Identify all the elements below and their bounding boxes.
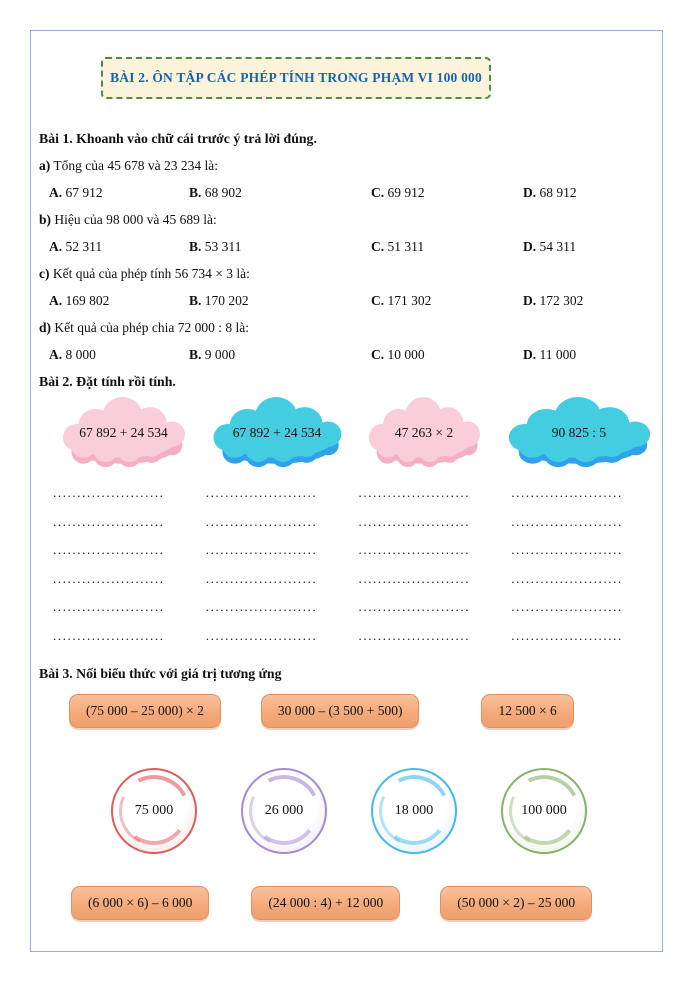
question-c-options — [39, 287, 652, 314]
cloud-row — [51, 397, 652, 473]
exercise2-heading: Bài 2. Đặt tính rồi tính. — [39, 374, 176, 389]
cloud-expression-text: 67 892 + 24 534 — [232, 425, 322, 440]
option-value: 54 311 — [539, 239, 577, 254]
expression-box-4[interactable]: (6 000 × 6) – 6 000 — [71, 886, 209, 920]
option-value: 68 912 — [539, 185, 577, 200]
question-b — [39, 206, 652, 233]
option-d-C[interactable] — [371, 341, 523, 368]
option-letter: B. — [189, 293, 202, 308]
question-a-label: a) — [39, 158, 51, 173]
answer-line[interactable]: ....................... — [511, 627, 623, 643]
option-c-C[interactable] — [371, 287, 523, 314]
cloud-expression-4 — [495, 397, 663, 473]
question-d-label: d) — [39, 320, 52, 335]
answer-lines-grid — [39, 473, 652, 650]
exercise1-heading: Bài 1. Khoanh vào chữ cái trước ý trả lời đúng. — [39, 131, 317, 146]
option-value: 8 000 — [65, 347, 96, 362]
expression-box-5[interactable]: (24 000 : 4) + 12 000 — [251, 886, 400, 920]
cloud-expression-text: 90 825 : 5 — [551, 425, 607, 440]
question-c-label: c) — [39, 266, 50, 281]
option-value: 10 000 — [387, 347, 425, 362]
question-a-options — [39, 179, 652, 206]
option-value: 169 802 — [65, 293, 110, 308]
bubble-18000[interactable] — [371, 768, 457, 854]
option-letter: B. — [189, 347, 202, 362]
question-d-text: Kết quả của phép chia 72 000 : 8 là: — [54, 320, 249, 335]
option-letter: A. — [49, 347, 63, 362]
exercise-3 — [39, 660, 652, 920]
answer-line[interactable]: ....................... — [358, 485, 471, 500]
expression-row-bottom — [39, 886, 652, 920]
option-value: 51 311 — [387, 239, 425, 254]
option-value: 170 202 — [204, 293, 249, 308]
option-d-D[interactable] — [523, 341, 652, 368]
answer-line[interactable]: ....................... — [205, 513, 318, 529]
answer-line[interactable]: ....................... — [511, 513, 623, 529]
worksheet-content — [31, 31, 662, 920]
option-value: 53 311 — [204, 239, 242, 254]
question-b-text: Hiệu của 98 000 và 45 689 là: — [54, 212, 217, 227]
answer-line[interactable]: ....................... — [205, 485, 318, 500]
answer-line[interactable]: ....................... — [53, 485, 165, 500]
exercise3-heading: Bài 3. Nối biểu thức với giá trị tương ứng — [39, 666, 282, 681]
option-value: 9 000 — [204, 347, 236, 362]
answer-line[interactable]: ....................... — [358, 599, 471, 614]
expression-box-2[interactable]: 30 000 – (3 500 + 500) — [261, 694, 420, 728]
option-letter: D. — [523, 185, 537, 200]
answer-line[interactable]: ....................... — [53, 599, 165, 614]
bubble-26000[interactable] — [241, 768, 327, 854]
question-b-options — [39, 233, 652, 260]
answer-line[interactable]: ....................... — [53, 627, 165, 643]
lesson-title: BÀI 2. ÔN TẬP CÁC PHÉP TÍNH TRONG PHẠM VI 100 000 — [110, 70, 482, 85]
option-b-C[interactable] — [371, 233, 523, 260]
bubble-75000[interactable] — [111, 768, 197, 854]
option-d-B[interactable] — [189, 341, 371, 368]
option-letter: C. — [371, 293, 385, 308]
option-letter: A. — [49, 293, 63, 308]
answer-line[interactable]: ....................... — [205, 627, 318, 643]
answer-line[interactable]: ....................... — [511, 599, 623, 614]
expression-box-6[interactable]: (50 000 × 2) – 25 000 — [440, 886, 592, 920]
option-letter: D. — [523, 293, 537, 308]
cloud-expression-2 — [201, 397, 353, 473]
option-letter: B. — [189, 185, 202, 200]
expression-box-1[interactable]: (75 000 – 25 000) × 2 — [69, 694, 221, 728]
question-d — [39, 314, 652, 341]
answer-line[interactable]: ....................... — [511, 542, 623, 557]
question-b-label: b) — [39, 212, 52, 227]
option-letter: C. — [371, 239, 385, 254]
cloud-expression-1 — [51, 397, 196, 473]
option-a-D[interactable] — [523, 179, 652, 206]
cloud-expression-3 — [358, 397, 490, 473]
answer-line[interactable]: ....................... — [205, 570, 318, 586]
answer-line[interactable]: ....................... — [511, 485, 623, 500]
exercise-1 — [39, 125, 652, 368]
option-c-B[interactable] — [189, 287, 371, 314]
cloud-expression-text: 47 263 × 2 — [394, 425, 454, 440]
answer-line[interactable]: ....................... — [358, 627, 471, 643]
option-c-A[interactable] — [49, 287, 189, 314]
exercise-2 — [39, 368, 652, 650]
option-value: 52 311 — [65, 239, 103, 254]
option-letter: D. — [523, 347, 537, 362]
answer-line[interactable]: ....................... — [205, 599, 318, 614]
answer-line[interactable]: ....................... — [358, 570, 471, 586]
bubble-value: 26 000 — [264, 803, 304, 818]
option-letter: C. — [371, 347, 385, 362]
option-letter: B. — [189, 239, 202, 254]
option-value: 68 902 — [204, 185, 242, 200]
lesson-title-box — [101, 57, 491, 99]
option-b-A[interactable] — [49, 233, 189, 260]
option-a-A[interactable] — [49, 179, 189, 206]
option-b-B[interactable] — [189, 233, 371, 260]
option-letter: A. — [49, 185, 63, 200]
answer-line[interactable]: ....................... — [53, 513, 165, 529]
bubble-value: 100 000 — [521, 803, 567, 818]
answer-line[interactable]: ....................... — [53, 542, 165, 557]
answer-line[interactable]: ....................... — [358, 542, 471, 557]
option-letter: C. — [371, 185, 385, 200]
question-a — [39, 152, 652, 179]
option-value: 171 302 — [387, 293, 432, 308]
worksheet-page — [30, 30, 663, 952]
cloud-expression-text: 67 892 + 24 534 — [79, 425, 168, 440]
option-value: 67 912 — [65, 185, 103, 200]
answer-line[interactable]: ....................... — [358, 513, 471, 529]
question-c — [39, 260, 652, 287]
option-a-B[interactable] — [189, 179, 371, 206]
option-letter: A. — [49, 239, 63, 254]
option-c-D[interactable] — [523, 287, 652, 314]
option-letter: D. — [523, 239, 537, 254]
expression-box-3[interactable]: 12 500 × 6 — [481, 694, 573, 728]
option-b-D[interactable] — [523, 233, 652, 260]
option-a-C[interactable] — [371, 179, 523, 206]
question-d-options — [39, 341, 652, 368]
answer-line[interactable]: ....................... — [53, 570, 165, 586]
answer-line[interactable]: ....................... — [205, 542, 318, 557]
expression-row-top — [39, 694, 652, 728]
bubble-100000[interactable] — [501, 768, 587, 854]
answer-line[interactable]: ....................... — [511, 570, 623, 586]
bubble-value: 75 000 — [134, 803, 174, 818]
question-c-text: Kết quả của phép tính 56 734 × 3 là: — [52, 266, 250, 281]
bubble-value: 18 000 — [394, 803, 434, 818]
option-d-A[interactable] — [49, 341, 189, 368]
option-value: 69 912 — [387, 185, 425, 200]
option-value: 172 302 — [539, 293, 584, 308]
question-a-text: Tổng của 45 678 và 23 234 là: — [53, 158, 218, 173]
option-value: 11 000 — [539, 347, 577, 362]
value-bubbles-row — [111, 768, 652, 854]
